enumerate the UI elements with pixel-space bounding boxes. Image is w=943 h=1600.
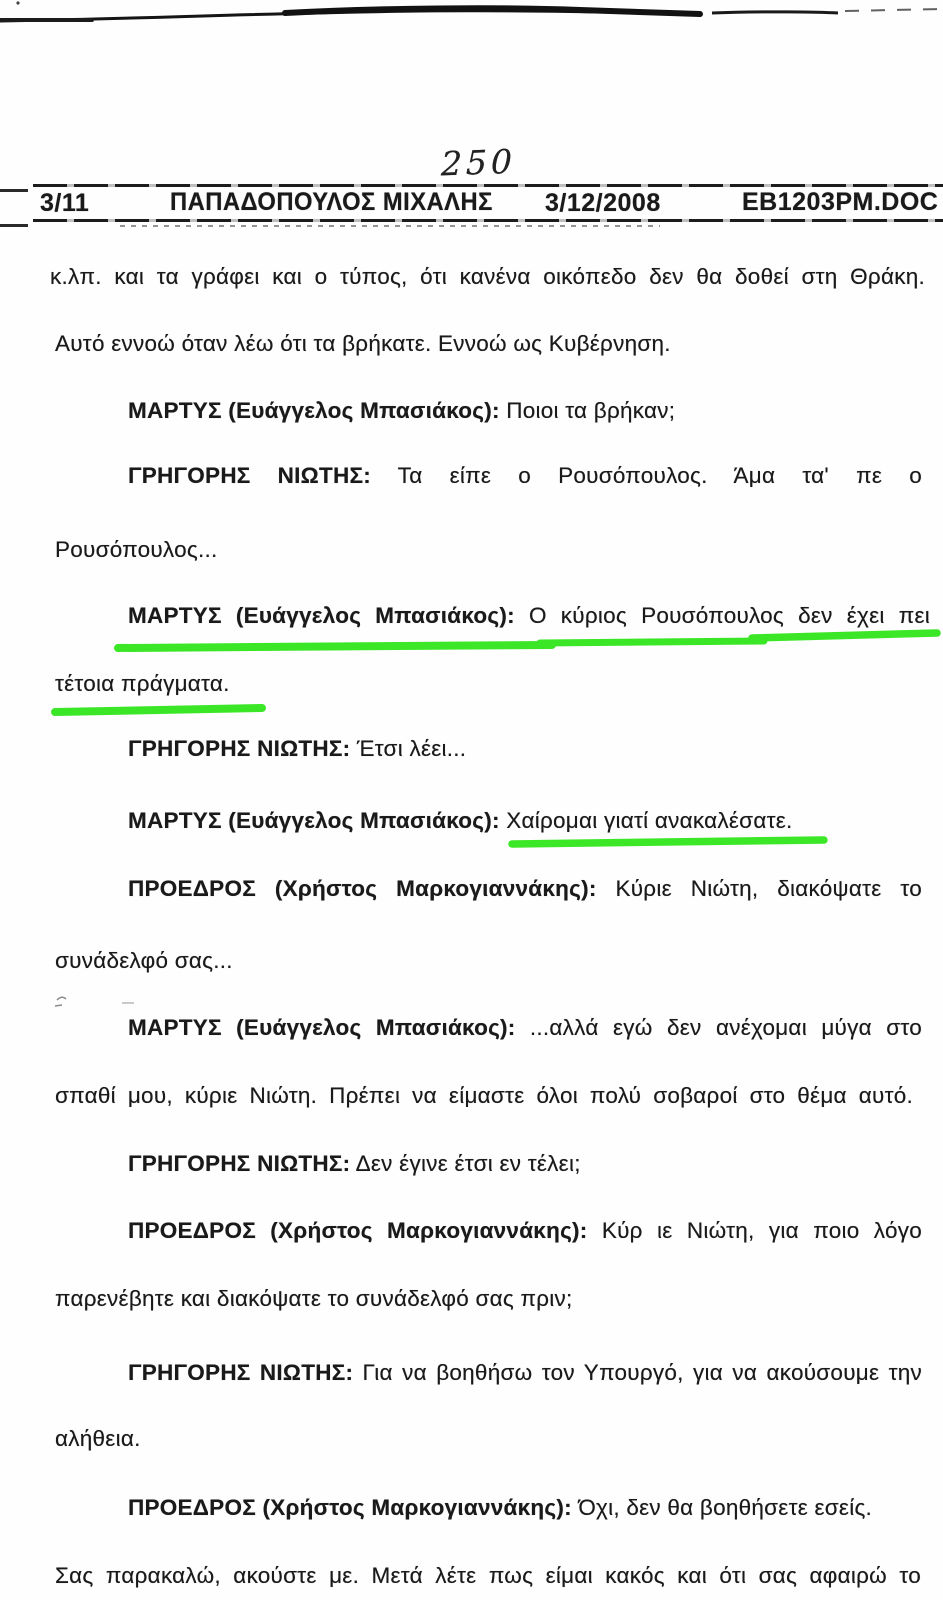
line-text: Τα είπε ο Ρουσόπουλος. Άμα τα' πε ο — [370, 463, 923, 488]
line-text: παρενέβητε και διακόψατε το συνάδελφό σας πριν; — [55, 1286, 573, 1311]
handwritten-page-number: 250 — [440, 141, 517, 184]
header-witness-name: ΠΑΠΑΔΟΠΟΥΛΟΣ ΜΙΧΑΛΗΣ — [170, 188, 493, 216]
transcript-line — [55, 1082, 913, 1110]
line-text: συνάδελφό σας... — [55, 948, 233, 973]
speaker-name: ΓΡΗΓΟΡΗΣ ΝΙΩΤΗΣ: — [128, 463, 371, 488]
transcript-line — [128, 397, 675, 425]
header-rule-dotted-trail — [120, 225, 660, 227]
header-rule-top — [33, 184, 943, 187]
line-text: Ρουσόπουλος... — [55, 537, 218, 562]
line-text: αλήθεια. — [55, 1426, 141, 1451]
line-text: Όχι, δεν θα βοηθήσετε εσείς. — [571, 1495, 873, 1520]
transcript-line — [55, 1285, 573, 1313]
header-rule-top-stub — [0, 189, 28, 192]
highlight-underline — [512, 840, 824, 844]
line-text: τέτοια πράγματα. — [55, 671, 230, 696]
line-text: Κύριε Νιώτη, διακόψατε το — [596, 876, 922, 901]
transcript-line — [128, 1014, 922, 1042]
speaker-name: ΠΡΟΕΔΡΟΣ (Χρήστος Μαρκογιαννάκης): — [128, 1495, 572, 1520]
speaker-name: ΠΡΟΕΔΡΟΣ (Χρήστος Μαρκογιαννάκης): — [128, 876, 597, 901]
transcript-line — [50, 263, 925, 291]
highlight-underline — [752, 633, 937, 638]
transcript-line — [128, 462, 922, 490]
speaker-name: ΜΑΡΤΥΣ (Ευάγγελος Μπασιάκος): — [128, 603, 515, 628]
speaker-name: ΜΑΡΤΥΣ (Ευάγγελος Μπασιάκος): — [128, 1015, 516, 1040]
scan-edge-artifact — [0, 0, 943, 40]
transcript-line — [128, 735, 466, 763]
transcript-line — [55, 330, 671, 358]
transcript-line — [128, 1150, 581, 1178]
highlight-underline — [118, 645, 552, 648]
transcript-line — [128, 875, 922, 903]
speaker-name: ΜΑΡΤΥΣ (Ευάγγελος Μπασιάκος): — [128, 398, 500, 423]
transcript-line — [128, 602, 930, 630]
line-text: σπαθί μου, κύριε Νιώτη. Πρέπει να είμαστε όλοι πολύ σοβαροί στο θέμα αυτό. — [55, 1083, 913, 1108]
header-date: 3/12/2008 — [545, 189, 661, 217]
header-rule-bottom — [33, 219, 943, 222]
transcript-line — [55, 1425, 141, 1453]
transcript-line — [128, 1217, 922, 1245]
transcript-line — [128, 1494, 872, 1522]
line-text: Ποιοι τα βρήκαν; — [499, 398, 676, 423]
transcript-line — [128, 1359, 922, 1387]
transcript-line — [55, 1562, 921, 1590]
line-text: Αυτό εννοώ όταν λέω ότι τα βρήκατε. Εννοώ ως Κυβέρνηση. — [55, 331, 671, 356]
transcript-line — [55, 947, 233, 975]
line-text: Κύρ ιε Νιώτη, για ποιο λόγο — [587, 1218, 922, 1243]
transcript-line — [55, 536, 217, 564]
speaker-name: ΓΡΗΓΟΡΗΣ ΝΙΩΤΗΣ: — [128, 736, 351, 761]
highlight-underline — [540, 641, 764, 643]
line-text: Έτσι λέει... — [350, 736, 467, 761]
transcript-line — [55, 670, 230, 698]
line-text: Δεν έγινε έτσι εν τέλει; — [350, 1151, 581, 1176]
line-text: Χαίρομαι γιατί ανακαλέσατε. — [499, 808, 793, 833]
line-text: κ.λπ. και τα γράφει και ο τύπος, ότι κανένα οικόπεδο δεν θα δοθεί στη Θράκη. — [50, 264, 925, 289]
line-text: ...αλλά εγώ δεν ανέχομαι μύγα στο — [515, 1015, 922, 1040]
transcript-line — [128, 807, 793, 835]
header-filename: EB1203PM.DOC — [742, 188, 939, 216]
speaker-name: ΓΡΗΓΟΡΗΣ ΝΙΩΤΗΣ: — [128, 1151, 351, 1176]
line-text: Ο κύριος Ρουσόπουλος δεν έχει πει — [514, 603, 930, 628]
line-text: Για να βοηθήσω τον Υπουργό, για να ακούσουμε την — [353, 1360, 922, 1385]
line-text: Σας παρακαλώ, ακούστε με. Μετά λέτε πως είμαι κακός και ότι σας αφαιρώ το — [55, 1563, 921, 1588]
speaker-name: ΓΡΗΓΟΡΗΣ ΝΙΩΤΗΣ: — [128, 1360, 354, 1385]
highlight-underline — [55, 708, 262, 712]
header-index: 3/11 — [40, 189, 90, 217]
header-rule-bottom-stub — [0, 224, 28, 227]
speaker-name: ΜΑΡΤΥΣ (Ευάγγελος Μπασιάκος): — [128, 808, 500, 833]
speaker-name: ΠΡΟΕΔΡΟΣ (Χρήστος Μαρκογιαννάκης): — [128, 1218, 588, 1243]
